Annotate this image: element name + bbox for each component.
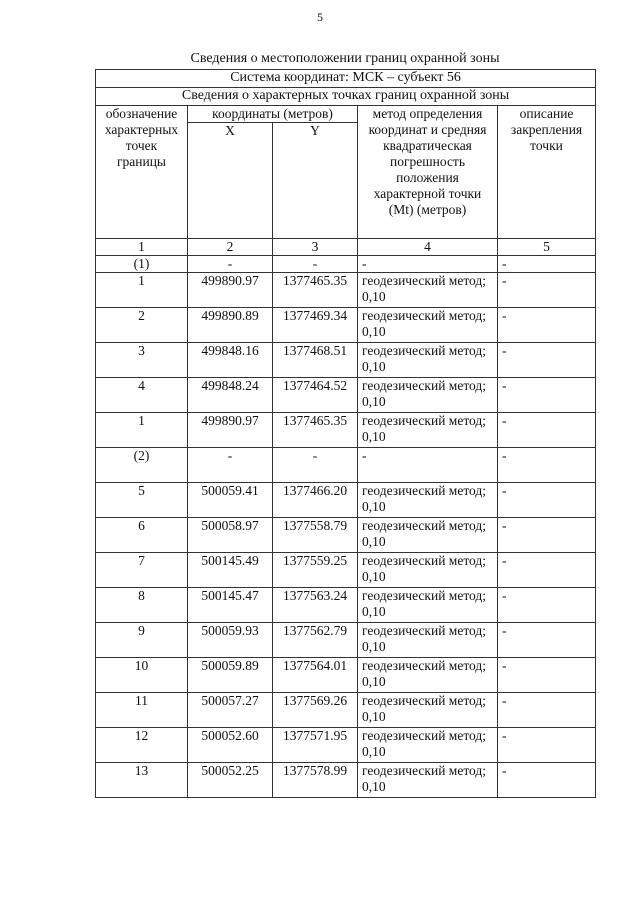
description-cell: - bbox=[498, 518, 596, 553]
coordinate-x: 499890.89 bbox=[188, 308, 273, 343]
description-cell: - bbox=[498, 728, 596, 763]
header-method: метод определения координат и средняя квадратическая погрешность положения характерной точки (Mt) (метров) bbox=[358, 106, 498, 239]
coordinate-x: 500145.47 bbox=[188, 588, 273, 623]
coordinate-system-title: Система координат: МСК – субъект 56 bbox=[96, 70, 596, 88]
table-row bbox=[96, 658, 596, 693]
description-cell: - bbox=[498, 693, 596, 728]
point-number: 13 bbox=[96, 763, 188, 798]
coordinate-y: 1377465.35 bbox=[273, 413, 358, 448]
column-number-2: 2 bbox=[188, 239, 273, 256]
coordinate-x: 499848.24 bbox=[188, 378, 273, 413]
group-description: - bbox=[498, 448, 596, 483]
table-row bbox=[96, 378, 596, 413]
table-row bbox=[96, 553, 596, 588]
method-cell: геодезический метод; 0,10 bbox=[358, 273, 498, 308]
coordinate-y: 1377569.26 bbox=[273, 693, 358, 728]
method-cell: геодезический метод; 0,10 bbox=[358, 693, 498, 728]
column-numbers-row bbox=[96, 239, 596, 256]
description-cell: - bbox=[498, 273, 596, 308]
coordinate-x: 500058.97 bbox=[188, 518, 273, 553]
table-row bbox=[96, 308, 596, 343]
point-number: 11 bbox=[96, 693, 188, 728]
group-header-row bbox=[96, 448, 596, 483]
table-row bbox=[96, 343, 596, 378]
description-cell: - bbox=[498, 413, 596, 448]
group-method: - bbox=[358, 256, 498, 273]
table-row bbox=[96, 763, 596, 798]
point-number: 2 bbox=[96, 308, 188, 343]
method-cell: геодезический метод; 0,10 bbox=[358, 588, 498, 623]
column-number-5: 5 bbox=[498, 239, 596, 256]
coordinate-y: 1377468.51 bbox=[273, 343, 358, 378]
coordinate-y: 1377563.24 bbox=[273, 588, 358, 623]
point-number: 9 bbox=[96, 623, 188, 658]
coordinate-x: 500052.25 bbox=[188, 763, 273, 798]
point-number: 5 bbox=[96, 483, 188, 518]
table-row bbox=[96, 588, 596, 623]
column-number-4: 4 bbox=[358, 239, 498, 256]
method-cell: геодезический метод; 0,10 bbox=[358, 658, 498, 693]
method-cell: геодезический метод; 0,10 bbox=[358, 763, 498, 798]
group-description: - bbox=[498, 256, 596, 273]
header-coordinates: координаты (метров) bbox=[188, 106, 358, 123]
section-title: Сведения о характерных точках границ охранной зоны bbox=[96, 88, 596, 106]
coordinate-x: 500059.89 bbox=[188, 658, 273, 693]
coordinate-y: 1377466.20 bbox=[273, 483, 358, 518]
group-y: - bbox=[273, 448, 358, 483]
method-cell: геодезический метод; 0,10 bbox=[358, 623, 498, 658]
table-row bbox=[96, 483, 596, 518]
point-number: 1 bbox=[96, 273, 188, 308]
table-row bbox=[96, 518, 596, 553]
table-row bbox=[96, 728, 596, 763]
table-row bbox=[96, 693, 596, 728]
header-point-designation: обозначение характерных точек границы bbox=[96, 106, 188, 239]
coordinate-y: 1377564.01 bbox=[273, 658, 358, 693]
header-x: X bbox=[188, 123, 273, 239]
coordinate-y: 1377559.25 bbox=[273, 553, 358, 588]
point-number: 3 bbox=[96, 343, 188, 378]
coordinate-y: 1377558.79 bbox=[273, 518, 358, 553]
method-cell: геодезический метод; 0,10 bbox=[358, 518, 498, 553]
coordinate-x: 499890.97 bbox=[188, 273, 273, 308]
table-row bbox=[96, 413, 596, 448]
method-cell: геодезический метод; 0,10 bbox=[358, 483, 498, 518]
coordinate-x: 500052.60 bbox=[188, 728, 273, 763]
coordinate-y: 1377571.95 bbox=[273, 728, 358, 763]
group-label: (2) bbox=[96, 448, 188, 483]
description-cell: - bbox=[498, 343, 596, 378]
point-number: 10 bbox=[96, 658, 188, 693]
boundary-points-table bbox=[95, 69, 596, 798]
group-x: - bbox=[188, 448, 273, 483]
method-cell: геодезический метод; 0,10 bbox=[358, 308, 498, 343]
coordinate-system-row bbox=[96, 70, 596, 88]
method-cell: геодезический метод; 0,10 bbox=[358, 413, 498, 448]
description-cell: - bbox=[498, 623, 596, 658]
description-cell: - bbox=[498, 308, 596, 343]
point-number: 8 bbox=[96, 588, 188, 623]
description-cell: - bbox=[498, 483, 596, 518]
table-row bbox=[96, 623, 596, 658]
point-number: 4 bbox=[96, 378, 188, 413]
coordinate-y: 1377469.34 bbox=[273, 308, 358, 343]
header-y: Y bbox=[273, 123, 358, 239]
column-number-1: 1 bbox=[96, 239, 188, 256]
coordinate-x: 500145.49 bbox=[188, 553, 273, 588]
coordinate-x: 500059.93 bbox=[188, 623, 273, 658]
coordinate-y: 1377465.35 bbox=[273, 273, 358, 308]
table-row bbox=[96, 273, 596, 308]
page-number: 5 bbox=[317, 10, 323, 24]
description-cell: - bbox=[498, 658, 596, 693]
section-title-row bbox=[96, 88, 596, 106]
coordinate-x: 499848.16 bbox=[188, 343, 273, 378]
description-cell: - bbox=[498, 553, 596, 588]
coordinate-y: 1377578.99 bbox=[273, 763, 358, 798]
method-cell: геодезический метод; 0,10 bbox=[358, 553, 498, 588]
group-x: - bbox=[188, 256, 273, 273]
coordinate-y: 1377562.79 bbox=[273, 623, 358, 658]
method-cell: геодезический метод; 0,10 bbox=[358, 728, 498, 763]
coordinate-y: 1377464.52 bbox=[273, 378, 358, 413]
description-cell: - bbox=[498, 378, 596, 413]
table-body bbox=[96, 70, 596, 798]
header-description: описание закрепления точки bbox=[498, 106, 596, 239]
group-label: (1) bbox=[96, 256, 188, 273]
point-number: 6 bbox=[96, 518, 188, 553]
point-number: 7 bbox=[96, 553, 188, 588]
method-cell: геодезический метод; 0,10 bbox=[358, 343, 498, 378]
point-number: 12 bbox=[96, 728, 188, 763]
coordinate-x: 500059.41 bbox=[188, 483, 273, 518]
coordinate-x: 500057.27 bbox=[188, 693, 273, 728]
coordinate-x: 499890.97 bbox=[188, 413, 273, 448]
method-cell: геодезический метод; 0,10 bbox=[358, 378, 498, 413]
column-number-3: 3 bbox=[273, 239, 358, 256]
description-cell: - bbox=[498, 588, 596, 623]
header-row-1 bbox=[96, 106, 596, 123]
group-y: - bbox=[273, 256, 358, 273]
group-method: - bbox=[358, 448, 498, 483]
document-title: Сведения о местоположении границ охранной зоны bbox=[190, 51, 500, 66]
group-header-row bbox=[96, 256, 596, 273]
point-number: 1 bbox=[96, 413, 188, 448]
description-cell: - bbox=[498, 763, 596, 798]
